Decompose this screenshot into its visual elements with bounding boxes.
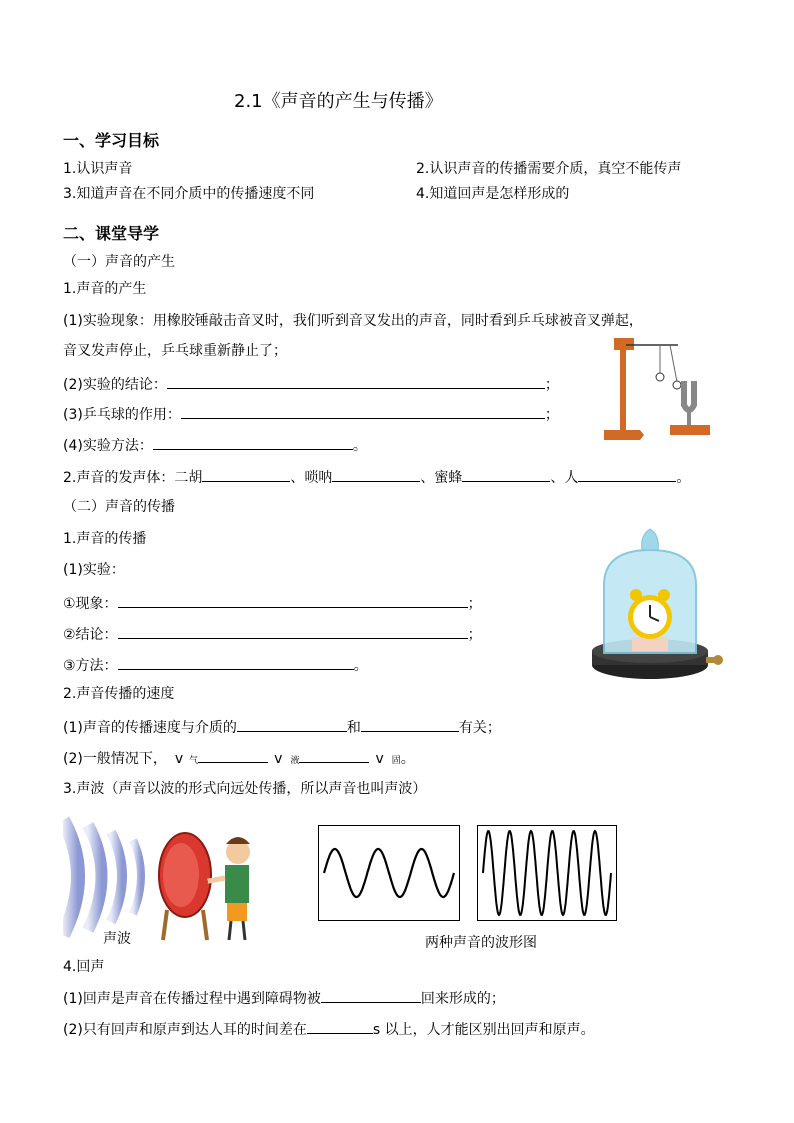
semicolon: ； — [467, 596, 482, 612]
section-heading-guide: 二、课堂导学 — [63, 224, 160, 243]
sources-label: 、唢呐 — [290, 470, 333, 486]
goal-2: 2.认识声音的传播需要介质，真空不能传声 — [416, 161, 682, 177]
method-line — [63, 655, 368, 675]
velocity-symbol: v — [274, 751, 283, 767]
question-label: (3)乒乓球的作用： — [63, 407, 181, 423]
answer-blank[interactable] — [118, 624, 468, 639]
subscript-gas: 气 — [189, 756, 199, 766]
item-title: 1.声音的产生 — [63, 281, 147, 297]
question-label: (2)实验的结论： — [63, 377, 167, 393]
answer-blank[interactable] — [118, 593, 468, 608]
connector-text: 和 — [346, 720, 361, 736]
question-label: (1)回声是声音在传播过程中遇到障碍物被 — [63, 991, 321, 1007]
semicolon: ； — [544, 377, 559, 393]
drum-sound-wave-illustration — [63, 810, 258, 945]
item-title-echo: 4.回声 — [63, 959, 105, 975]
experiment-text-line2: 音叉发声停止，乒乓球重新静止了； — [63, 343, 287, 359]
semicolon: ； — [544, 407, 559, 423]
question-label: (4)实验方法： — [63, 438, 153, 454]
page-title: 2.1《声音的产生与传播》 — [234, 91, 443, 112]
answer-blank[interactable] — [153, 435, 353, 450]
goal-4: 4.知道回声是怎样形成的 — [416, 186, 570, 202]
goal-3: 3.知道声音在不同介质中的传播速度不同 — [63, 186, 315, 202]
period: 。 — [676, 470, 691, 486]
echo-time-line — [63, 1019, 595, 1039]
echo-formation-line — [63, 988, 505, 1008]
comparison-blank[interactable] — [299, 748, 369, 763]
suffix-text: s 以上，人才能区别出回声和原声。 — [372, 1022, 595, 1038]
answer-blank[interactable] — [181, 404, 545, 419]
phenomenon-line — [63, 593, 482, 613]
answer-blank[interactable] — [202, 467, 290, 482]
answer-blank[interactable] — [332, 467, 420, 482]
question-label: ①现象： — [63, 596, 118, 612]
question-ball-role — [63, 404, 559, 424]
question-label: (2)只有回声和原声到达人耳的时间差在 — [63, 1022, 307, 1038]
semicolon: ； — [467, 627, 482, 643]
question-conclusion — [63, 374, 559, 394]
suffix-text: 回来形成的； — [420, 991, 505, 1007]
answer-blank[interactable] — [462, 467, 550, 482]
item-title-sound-wave: 3.声波（声音以波的形式向远处传播，所以声音也叫声波） — [63, 781, 427, 797]
subsection-title-production: （一）声音的产生 — [63, 254, 175, 270]
subscript-liquid: 液 — [290, 756, 300, 766]
subscript-solid: 固 — [391, 756, 401, 766]
sources-label: 、人 — [550, 470, 579, 486]
question-label: ②结论： — [63, 627, 118, 643]
answer-blank[interactable] — [307, 1019, 373, 1034]
tuning-fork-apparatus-illustration — [600, 335, 720, 445]
item-title: 1.声音的传播 — [63, 531, 147, 547]
subsection-title-propagation: （二）声音的传播 — [63, 499, 175, 515]
answer-blank[interactable] — [118, 655, 354, 670]
answer-blank[interactable] — [578, 467, 676, 482]
goal-1: 1.认识声音 — [63, 161, 133, 177]
speed-factors-line — [63, 717, 501, 737]
comparison-blank[interactable] — [198, 748, 268, 763]
suffix-text: 有关； — [458, 720, 501, 736]
answer-blank[interactable] — [167, 374, 545, 389]
answer-blank[interactable] — [237, 717, 347, 732]
period: 。 — [352, 438, 367, 454]
experiment-text-line1: (1)实验现象：用橡胶锤敲击音叉时，我们听到音叉发出的声音，同时看到乒乓球被音叉弹起， — [63, 313, 643, 329]
velocity-symbol: v — [375, 751, 384, 767]
question-method — [63, 435, 367, 455]
experiment-label: (1)实验： — [63, 562, 125, 578]
question-label: ③方法： — [63, 658, 118, 674]
caption-sound-wave: 声波 — [103, 931, 131, 947]
conclusion-line — [63, 624, 482, 644]
speed-comparison-line — [63, 748, 415, 770]
sources-label: 2.声音的发声体：二胡 — [63, 470, 203, 486]
period: 。 — [400, 751, 415, 767]
period: 。 — [353, 658, 368, 674]
bell-jar-alarm-clock-illustration — [590, 525, 725, 690]
section-heading-goals: 一、学习目标 — [63, 131, 160, 150]
sources-label: 、蜜蜂 — [420, 470, 463, 486]
caption-two-waveforms: 两种声音的波形图 — [425, 935, 537, 951]
answer-blank[interactable] — [361, 717, 459, 732]
velocity-symbol: v — [174, 751, 184, 767]
question-label: (1)声音的传播速度与介质的 — [63, 720, 237, 736]
answer-blank[interactable] — [321, 988, 421, 1003]
sound-sources-line — [63, 467, 690, 487]
waveform-low-frequency — [318, 825, 460, 921]
item-title: 2.声音传播的速度 — [63, 686, 175, 702]
question-label: (2)一般情况下， — [63, 751, 167, 767]
waveform-high-frequency — [477, 825, 617, 921]
